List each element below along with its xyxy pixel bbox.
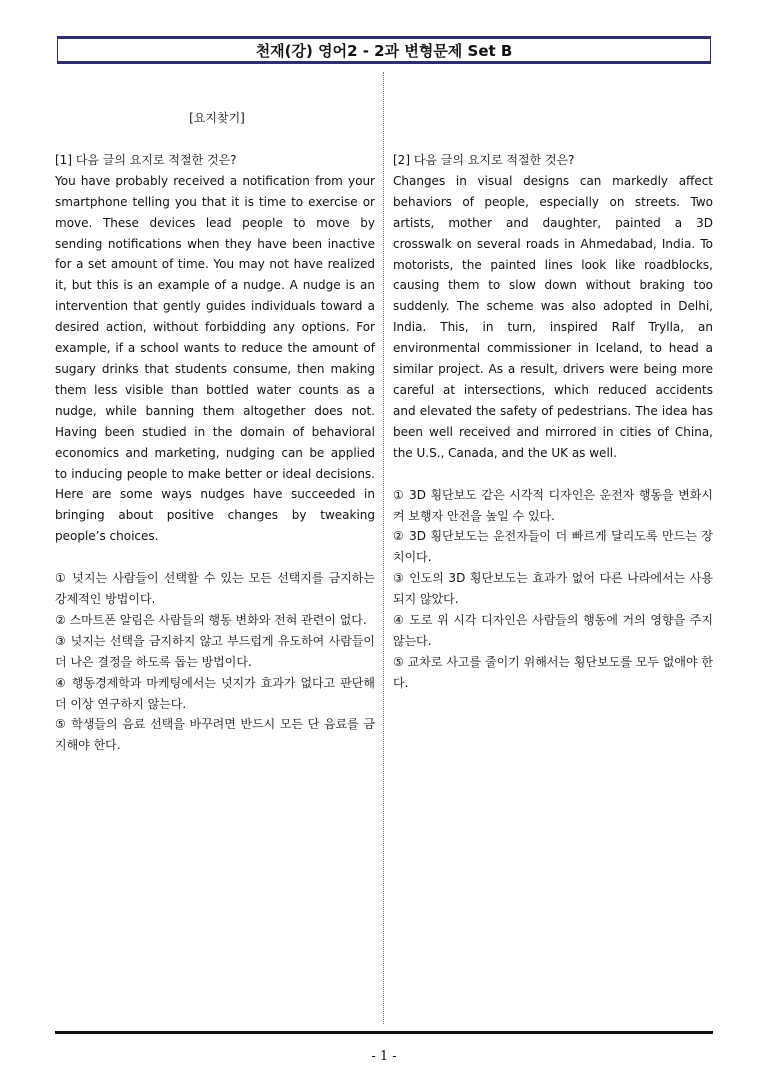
question-2-option-2[interactable]: ② 3D 횡단보도는 운전자들이 더 빠르게 달리도록 만드는 장치이다. [393, 529, 713, 565]
question-2-option-3[interactable]: ③ 인도의 3D 횡단보도는 효과가 없어 다른 나라에서는 사용되지 않았다. [393, 571, 713, 607]
question-1-option-4[interactable]: ④ 행동경제학과 마케팅에서는 넛지가 효과가 없다고 판단해 더 이상 연구하지 않는다. [55, 675, 375, 711]
question-1-options [55, 568, 375, 756]
page-number: - 1 - [371, 1049, 397, 1064]
question-2-options [393, 485, 713, 694]
question-1-option-1[interactable]: ① 넛지는 사람들이 선택할 수 있는 모든 선택지를 금지하는 강제적인 방법이다. [55, 571, 375, 607]
page-title [57, 36, 711, 64]
page-title-text: 천재(강) 영어2 - 2과 변형문제 Set B [255, 41, 513, 60]
question-2-option-1[interactable]: ① 3D 횡단보도 같은 시각적 디자인은 운전자 행동을 변화시켜 보행자 안전을 높일 수 있다. [393, 487, 713, 523]
question-2-option-5[interactable]: ⑤ 교차로 사고를 줄이기 위해서는 횡단보도를 모두 없애야 한다. [393, 654, 713, 690]
question-1-option-5[interactable]: ⑤ 학생들의 음료 선택을 바꾸려면 반드시 모든 단 음료를 금지해야 한다. [55, 717, 375, 753]
question-2-column [393, 150, 713, 694]
question-2-prompt: [2] 다음 글의 요지로 적절한 것은? [393, 153, 575, 167]
question-1-passage: You have probably received a notification from your smartphone telling you that it is time to exercise or move. These devices lead people to move by sending notifications when they have been inactive for a set amount of time. You may not have realized it, but this is an example of a nudge. A nudge is an intervention that gently guides individuals toward a desired action, without forbidding any options. For example, if a school wants to reduce the amount of sugary drinks that students consume, then making them less visible than bottled water counts as a nudge, while banning them altogether does not. Having been studied in the domain of behavioral economics and marketing, nudging can be applied to inducing people to make better or ideal decisions. Here are some ways nudges have succeeded in bringing about positive changes by tweaking people’s choices. [55, 173, 375, 544]
footer-rule [55, 1031, 713, 1034]
question-2-option-4[interactable]: ④ 도로 위 시각 디자인은 사람들의 행동에 거의 영향을 주지 않는다. [393, 613, 713, 648]
section-label: [요지찾기] [189, 111, 245, 125]
column-divider [383, 72, 384, 1024]
question-1-prompt: [1] 다음 글의 요지로 적절한 것은? [55, 152, 237, 167]
question-2-passage: Changes in visual designs can markedly affect behaviors of people, especially on streets. Two artists, mother and daughter, painted a 3D crosswalk on several roads in Ahmedabad, India. To motorists, the painted lines look like roadblocks, causing them to slow down without braking too suddenly. The scheme was also adopted in Delhi, India. This, in turn, inspired Ralf Trylla, an environmental commissioner in Iceland, to head a similar project. As a result, drivers were being more careful at intersections, which reduced accidents and elevated the safety of pedestrians. The idea has been well received and mirrored in cities of China, the U.S., Canada, and the UK as well. [393, 173, 713, 460]
question-1-column [55, 108, 375, 756]
question-1-option-2[interactable]: ② 스마트폰 알림은 사람들의 행동 변화와 전혀 관련이 없다. [55, 612, 367, 627]
question-1-option-3[interactable]: ③ 넛지는 선택을 금지하지 않고 부드럽게 유도하여 사람들이 더 나은 결정을 하도록 돕는 방법이다. [55, 633, 375, 669]
